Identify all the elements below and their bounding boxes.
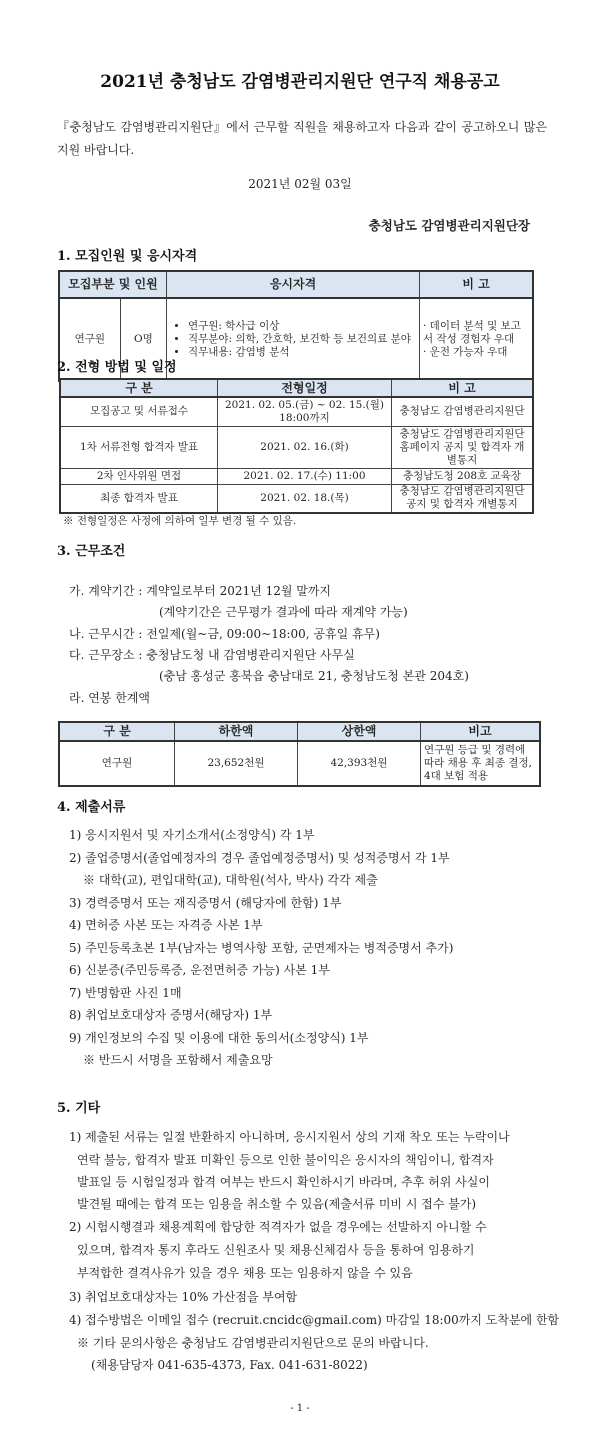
header-type: 구 분	[59, 722, 175, 741]
qualifications	[167, 298, 420, 381]
section4-heading: 4. 제출서류	[57, 800, 126, 815]
document-item: 2) 졸업증명서(졸업예정자의 경우 졸업예정증명서) 및 성적증명서 각 1부	[69, 850, 450, 865]
note-item: · 데이터 분석 및 보고서 작성 경험자 우대	[423, 320, 521, 345]
contract-period: 가. 계약기간 : 계약일로부터 2021년 12월 말까지	[69, 584, 332, 598]
note-line: 발견될 때에는 합격 또는 임용을 취소할 수 있음(제출서류 미비 시 접수 불가)	[77, 1197, 477, 1211]
page-title: 2021년 충청남도 감염병관리지원단 연구직 채용공고	[100, 72, 500, 92]
position: 연구원	[59, 298, 120, 381]
document-item: 3) 경력증명서 또는 재직증명서 (해당자에 한함) 1부	[69, 895, 342, 910]
section3-heading: 3. 근무조건	[57, 544, 126, 559]
document-item: 7) 반명함판 사진 1매	[69, 985, 182, 1000]
schedule-table	[59, 378, 534, 514]
table-row	[60, 426, 533, 468]
work-place: 다. 근무장소 : 충청남도청 내 감염병관리지원단 사무실	[69, 648, 355, 662]
section2-heading: 2. 전형 방법 및 일정	[57, 360, 177, 375]
document-item: ※ 대학(교), 편입대학(교), 대학원(석사, 박사) 각각 제출	[83, 873, 378, 887]
note-item: · 운전 가능자 우대	[423, 346, 508, 358]
header-min: 하한액	[175, 722, 298, 741]
qualification-item: • 연구원: 학사급 이상	[188, 320, 416, 333]
note-line: 발표일 등 시험일정과 합격 여부는 반드시 확인하시기 바라며, 추후 허위 사실이	[77, 1175, 490, 1189]
min-salary: 23,652천원	[175, 741, 298, 786]
header-note: 비고	[421, 722, 541, 741]
note-line: (채용담당자 041-635-4373, Fax. 041-631-8022)	[91, 1358, 368, 1372]
note: 충청남도 감염병관리지원단 홈페이지 공지 및 합격자 개별통지	[392, 426, 534, 468]
qualification-item: • 직무분야: 의학, 간호학, 보건학 등 보건의료 분야	[188, 333, 416, 346]
schedule: 2021. 02. 17.(수) 11:00	[218, 468, 392, 484]
stage: 모집공고 및 서류접수	[60, 397, 218, 426]
note-line: 4) 접수방법은 이메일 접수 (recruit.cncidc@gmail.com) 마감일 18:00까지 도착분에 한함	[69, 1313, 560, 1327]
stage: 2차 인사위원 면접	[60, 468, 218, 484]
announcement-date: 2021년 02월 03일	[248, 177, 352, 191]
document-item: 1) 응시지원서 및 자기소개서(소정양식) 각 1부	[69, 828, 315, 842]
max-salary: 42,393천원	[298, 741, 421, 786]
header-note: 비 고	[392, 379, 534, 397]
note-line: 2) 시험시행결과 채용계획에 합당한 적격자가 없을 경우에는 선발하지 아니할 수	[69, 1220, 487, 1234]
schedule-footnote: ※ 전형일정은 사정에 의하여 일부 변경 될 수 있음.	[63, 515, 297, 527]
schedule: 2021. 02. 16.(화)	[218, 426, 392, 468]
note-line: 연락 불능, 합격자 발표 미확인 등으로 인한 불이익은 응시자의 책임이니, 합격자	[77, 1153, 494, 1167]
schedule: 2021. 02. 05.(금) ~ 02. 15.(월) 18:00까지	[218, 397, 392, 426]
type: 연구원	[59, 741, 175, 786]
header-note: 비 고	[420, 271, 534, 298]
page-number: - 1 -	[290, 1403, 310, 1414]
note-line: 3) 취업보호대상자는 10% 가산점을 부여함	[69, 1290, 298, 1304]
salary-note: 연구원 등급 및 경력에 따라 채용 후 최종 결정, 4대 보험 적용	[421, 741, 541, 786]
note: 충청남도 감염병관리지원단	[392, 397, 534, 426]
section1-heading: 1. 모집인원 및 응시자격	[57, 249, 198, 264]
work-hours: 나. 근무시간 : 전일제(월~금, 09:00~18:00, 공휴일 휴무)	[69, 627, 380, 641]
schedule: 2021. 02. 18.(목)	[218, 484, 392, 513]
document-item: 5) 주민등록초본 1부(남자는 병역사항 포함, 군면제자는 병적증명서 추가)	[69, 940, 454, 955]
note-line: ※ 기타 문의사항은 충청남도 감염병관리지원단으로 문의 바랍니다.	[77, 1336, 429, 1350]
header-stage: 구 분	[60, 379, 218, 397]
count: O명	[120, 298, 166, 381]
qualification-item: • 직무내용: 감염병 분석	[188, 346, 416, 359]
document-item: 6) 신분증(주민등록증, 운전면허증 가능) 사본 1부	[69, 963, 330, 977]
table-row	[60, 397, 533, 426]
intro-text: 『충청남도 감염병관리지원단』에서 근무할 직원을 채용하고자 다음과 같이 공고하오니 많은 지원 바랍니다.	[57, 120, 547, 157]
table-row	[60, 468, 533, 484]
contract-note: (계약기간은 근무평가 결과에 따라 재계약 가능)	[159, 605, 408, 619]
signature: 충청남도 감염병관리지원단장	[368, 218, 530, 233]
table-row	[60, 484, 533, 513]
note: 충청남도청 208호 교육장	[392, 468, 534, 484]
note-line: 1) 제출된 서류는 일절 반환하지 아니하며, 응시지원서 상의 기재 착오 또는 누락이나	[69, 1130, 510, 1144]
note-line: 있으며, 합격자 통지 후라도 신원조사 및 채용신체검사 등을 통하여 임용하기	[77, 1243, 475, 1257]
table-row	[59, 741, 540, 786]
salary-label: 라. 연봉 한계액	[69, 691, 150, 705]
header-position: 모집부분 및 인원	[59, 271, 167, 298]
notes	[420, 298, 534, 381]
stage: 최종 합격자 발표	[60, 484, 218, 513]
document-item: 4) 면허증 사본 또는 자격증 사본 1부	[69, 918, 263, 932]
header-qualification: 응시자격	[167, 271, 420, 298]
note-line: 부적합한 결격사유가 있을 경우 채용 또는 임용하지 않을 수 있음	[77, 1266, 413, 1280]
note: 충청남도 감염병관리지원단 공지 및 합격자 개별통지	[392, 484, 534, 513]
document-item: ※ 반드시 서명을 포함해서 제출요망	[83, 1053, 273, 1067]
section5-heading: 5. 기타	[57, 1101, 101, 1116]
work-address: (충남 홍성군 홍북읍 충남대로 21, 충청남도청 본관 204호)	[159, 669, 469, 683]
salary-table	[58, 721, 541, 787]
header-max: 상한액	[298, 722, 421, 741]
document-item: 8) 취업보호대상자 증명서(해당자) 1부	[69, 1008, 273, 1022]
stage: 1차 서류전형 합격자 발표	[60, 426, 218, 468]
header-schedule: 전형일정	[218, 379, 392, 397]
document-item: 9) 개인정보의 수집 및 이용에 대한 동의서(소정양식) 1부	[69, 1030, 369, 1045]
